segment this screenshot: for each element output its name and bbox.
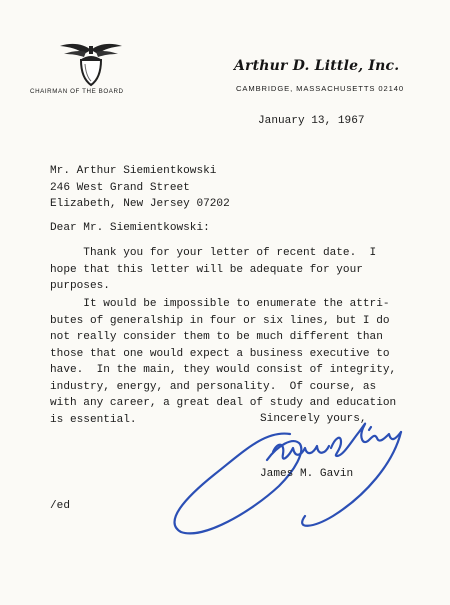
- office-title: CHAIRMAN OF THE BOARD: [30, 88, 124, 95]
- typist-initials: /ed: [50, 500, 70, 512]
- company-name: Arthur D. Little, Inc.: [234, 58, 400, 74]
- letter-date: January 13, 1967: [258, 115, 365, 127]
- text-line: have. In the main, they would consist of integrity,: [50, 364, 397, 376]
- address-line: Mr. Arthur Siemientkowski: [50, 165, 217, 177]
- text-line: It would be impossible to enumerate the attri-: [50, 298, 390, 310]
- text-line: with any career, a great deal of study and education: [50, 397, 397, 409]
- closing: Sincerely yours,: [260, 413, 367, 425]
- text-line: butes of generalship in four or six lines, but I do: [50, 314, 390, 327]
- text-line: those that one would expect a business executive to: [50, 347, 390, 360]
- recipient-address: [50, 163, 230, 213]
- company-location: CAMBRIDGE, MASSACHUSETTS 02140: [236, 84, 404, 93]
- address-line: 246 West Grand Street: [50, 181, 190, 194]
- address-line: Elizabeth, New Jersey 07202: [50, 198, 230, 210]
- paragraph-1: [50, 245, 376, 295]
- text-line: Thank you for your letter of recent date. I: [50, 247, 377, 259]
- signer-name: James M. Gavin: [260, 468, 354, 480]
- salutation: Dear Mr. Siemientkowski:: [50, 222, 210, 234]
- text-line: is essential.: [50, 413, 137, 426]
- text-line: hope that this letter will be adequate for your: [50, 263, 363, 276]
- paragraph-2: [50, 296, 396, 428]
- text-line: purposes.: [50, 280, 110, 292]
- text-line: not really consider them to be much different than: [50, 331, 383, 343]
- winged-acorn-icon: [56, 38, 126, 88]
- text-line: industry, energy, and personality. Of course, as: [50, 380, 377, 393]
